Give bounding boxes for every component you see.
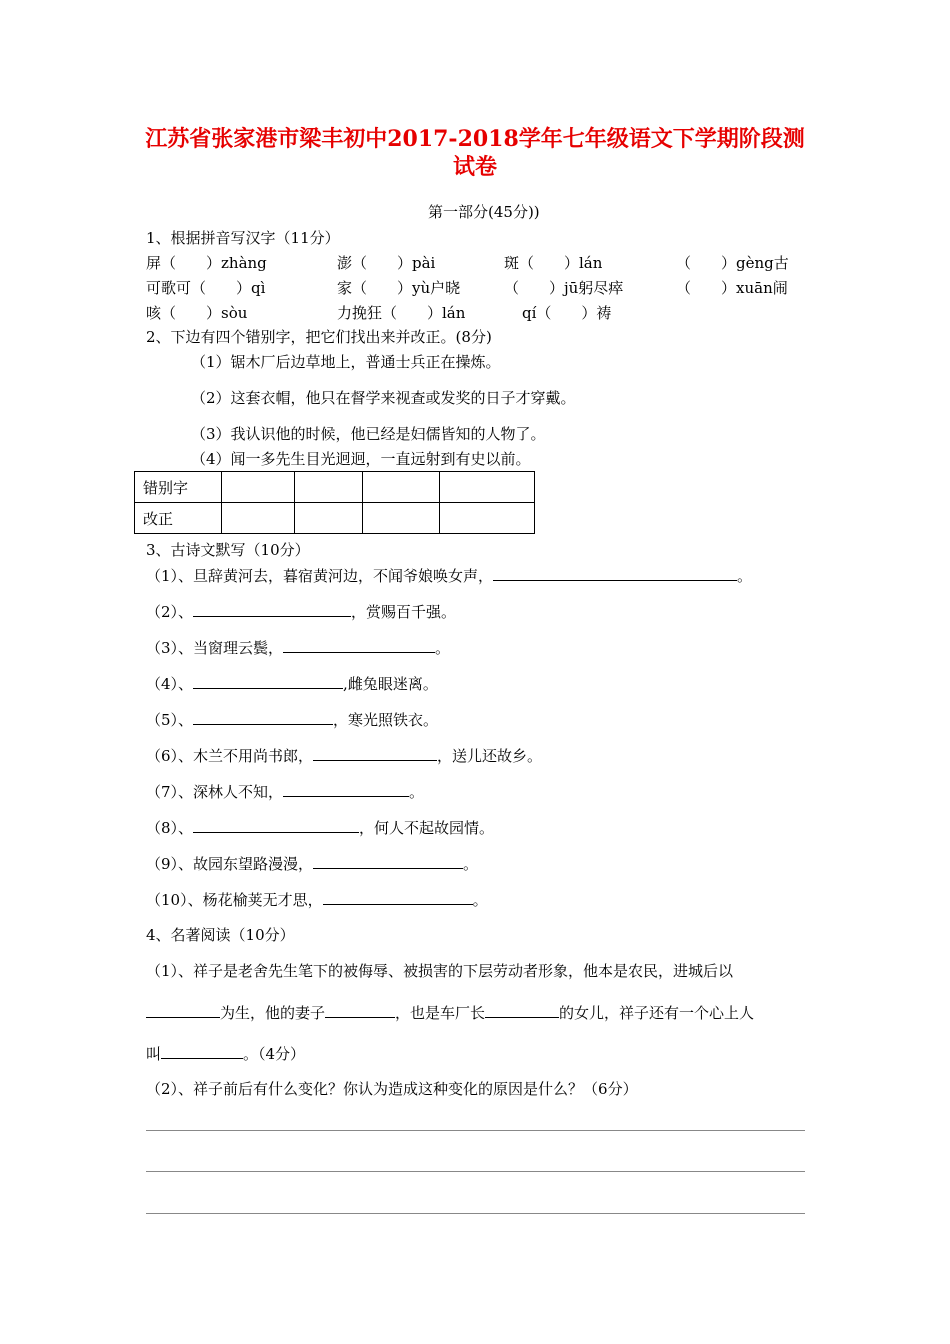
answer-blank[interactable] xyxy=(283,638,435,653)
answer-blank[interactable] xyxy=(485,1003,559,1018)
answer-blank[interactable] xyxy=(193,710,333,725)
q1-item: 家（ ）yù户晓 xyxy=(337,279,461,297)
q3-text: （7）、深林人不知， xyxy=(146,783,284,801)
answer-blank[interactable] xyxy=(193,818,359,833)
q3-text: （8）、 xyxy=(146,819,194,837)
table-row xyxy=(135,503,535,534)
table-cell[interactable] xyxy=(295,503,363,534)
q3-text: （1）、旦辞黄河去，暮宿黄河边，不闻爷娘唤女声， xyxy=(146,567,494,585)
q3-text: ，送儿还故乡。 xyxy=(437,747,543,765)
q4-text: ，也是车厂长 xyxy=(395,1004,486,1022)
q3-text: 。 xyxy=(409,783,425,801)
answer-blank[interactable] xyxy=(193,602,351,617)
table-label-correct: 改正 xyxy=(135,503,222,534)
answer-blank[interactable] xyxy=(193,674,343,689)
table-cell[interactable] xyxy=(222,472,295,503)
q1-item: 咳（ ）sòu xyxy=(146,304,248,322)
q1-item: 屏（ ）zhàng xyxy=(146,254,267,272)
q3-text: （3）、当窗理云鬓， xyxy=(146,639,284,657)
q4-text: 的女儿，祥子还有一个心上人 xyxy=(559,1004,755,1022)
correction-table xyxy=(134,471,535,534)
answer-blank[interactable] xyxy=(313,746,437,761)
q3-line-7 xyxy=(146,782,424,801)
q3-line-9 xyxy=(146,854,478,873)
q3-text: （10）、杨花榆荚无才思， xyxy=(146,891,323,909)
q2-sentence: （4）闻一多先生目光迥迥，一直远射到有史以前。 xyxy=(191,450,531,468)
q1-item: 澎（ ）pài xyxy=(337,254,436,272)
q3-text: （6）、木兰不用尚书郎， xyxy=(146,747,314,765)
title-line-2: 试卷 xyxy=(452,154,497,180)
table-cell[interactable] xyxy=(440,472,535,503)
table-cell[interactable] xyxy=(363,472,440,503)
q4-paragraph-2: （2）、祥子前后有什么变化？你认为造成这种变化的原因是什么？（6分） xyxy=(146,1080,638,1098)
q3-text: （9）、故园东望路漫漫， xyxy=(146,855,314,873)
q3-line-1 xyxy=(146,566,752,585)
q3-text: ,雌兔眼迷离。 xyxy=(343,675,438,693)
answer-blank[interactable] xyxy=(493,566,737,581)
q1-heading: 1、根据拼音写汉字（11分） xyxy=(146,229,340,247)
q2-heading: 2、下边有四个错别字，把它们找出来并改正。(8分) xyxy=(146,328,492,346)
q1-item: 力挽狂（ ）lán xyxy=(337,304,466,322)
q4-text: 为生，他的妻子 xyxy=(220,1004,326,1022)
q3-text: 。 xyxy=(737,567,753,585)
q3-text: ，何人不起故园情。 xyxy=(359,819,495,837)
q3-text: ，寒光照铁衣。 xyxy=(333,711,439,729)
q2-sentence: （1）锯木厂后边草地上，普通士兵正在操炼。 xyxy=(191,353,501,371)
q4-paragraph-1-cont xyxy=(146,1003,754,1022)
q3-text: 。 xyxy=(472,891,488,909)
answer-blank[interactable] xyxy=(325,1003,395,1018)
answer-blank[interactable] xyxy=(283,782,409,797)
q1-item: 可歌可（ ）qì xyxy=(146,279,266,297)
q3-text: 。 xyxy=(463,855,479,873)
q3-line-5 xyxy=(146,710,438,729)
q4-text: 。（4分） xyxy=(243,1045,306,1063)
q3-text: （5）、 xyxy=(146,711,194,729)
q3-line-3 xyxy=(146,638,450,657)
part-heading: 第一部分(45分)) xyxy=(428,203,540,221)
answer-line[interactable] xyxy=(146,1171,805,1172)
title-line-1: 江苏省张家港市梁丰初中2017-2018学年七年级语文下学期阶段测 xyxy=(145,126,805,152)
q4-paragraph-1: （1）、祥子是老舍先生笔下的被侮辱、被损害的下层劳动者形象，他本是农民，进城后以 xyxy=(146,962,734,980)
q1-item: （ ）gèng古 xyxy=(676,254,789,272)
q2-sentence: （3）我认识他的时候，他已经是妇儒皆知的人物了。 xyxy=(191,425,546,443)
table-cell[interactable] xyxy=(363,503,440,534)
answer-blank[interactable] xyxy=(161,1044,243,1059)
q3-text: 。 xyxy=(435,639,451,657)
q3-line-2 xyxy=(146,602,456,621)
answer-line[interactable] xyxy=(146,1213,805,1214)
answer-blank[interactable] xyxy=(323,890,473,905)
q1-item: （ ）jū躬尽瘁 xyxy=(504,279,624,297)
q3-text: ，赏赐百千强。 xyxy=(351,603,457,621)
q3-line-4 xyxy=(146,674,438,693)
q3-text: （2）、 xyxy=(146,603,194,621)
q1-item: qí（ ）祷 xyxy=(522,304,612,322)
answer-line[interactable] xyxy=(146,1130,805,1131)
q2-sentence: （2）这套衣帽，他只在督学来视查或发奖的日子才穿戴。 xyxy=(191,389,576,407)
q3-line-8 xyxy=(146,818,494,837)
table-cell[interactable] xyxy=(222,503,295,534)
q3-line-6 xyxy=(146,746,542,765)
table-label-wrong: 错别字 xyxy=(135,472,222,503)
answer-blank[interactable] xyxy=(313,854,463,869)
table-row xyxy=(135,472,535,503)
q1-item: （ ）xuān闹 xyxy=(676,279,788,297)
table-cell[interactable] xyxy=(295,472,363,503)
q1-item: 斑（ ）lán xyxy=(504,254,603,272)
q3-text: （4）、 xyxy=(146,675,194,693)
table-cell[interactable] xyxy=(440,503,535,534)
q4-text: 叫 xyxy=(146,1045,162,1063)
q3-heading: 3、古诗文默写（10分） xyxy=(146,541,310,559)
q4-paragraph-1-end xyxy=(146,1044,305,1063)
answer-blank[interactable] xyxy=(146,1003,220,1018)
q4-heading: 4、名著阅读（10分） xyxy=(146,926,295,944)
q3-line-10 xyxy=(146,890,488,909)
